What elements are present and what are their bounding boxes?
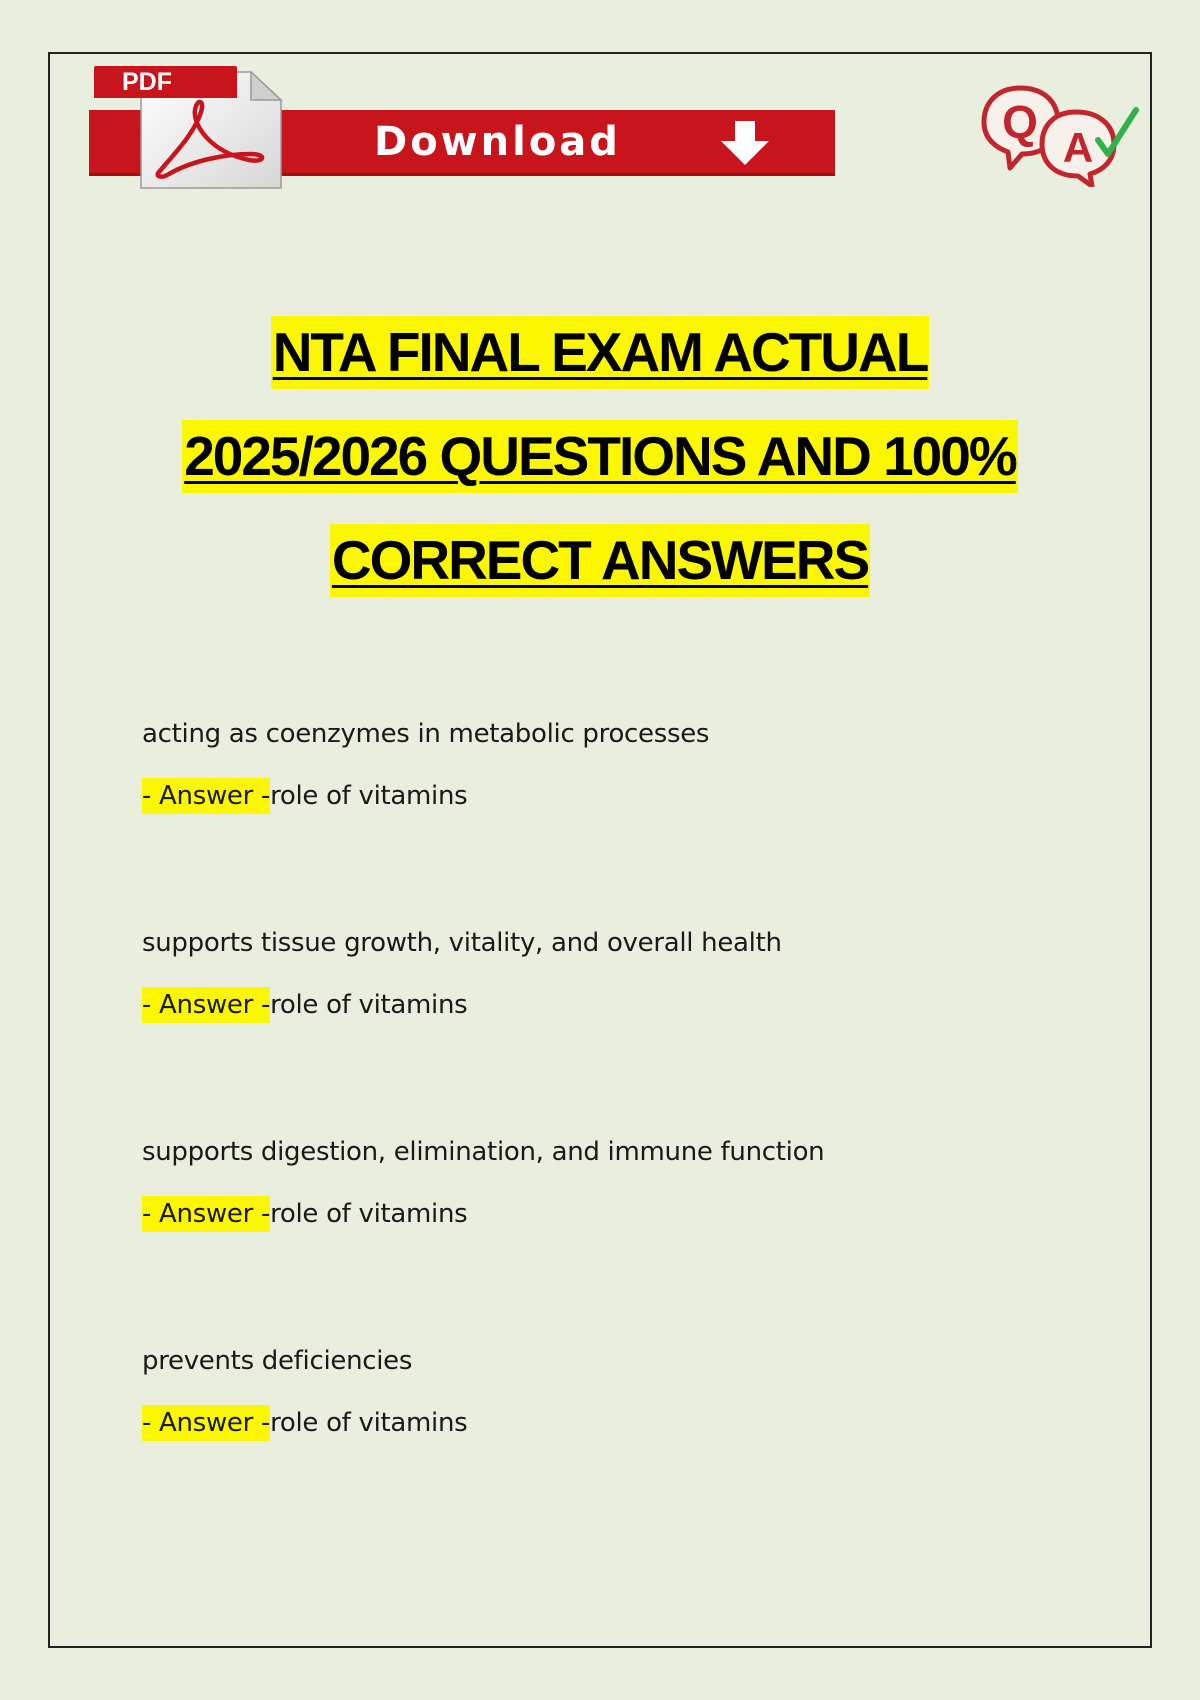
question-text: supports tissue growth, vitality, and overall health [142,928,782,958]
answer-tag: - Answer - [142,1196,270,1232]
qa-item [142,1333,1122,1542]
arrow-down-icon[interactable] [715,119,775,169]
pdf-label: PDF [94,66,237,98]
qa-list [142,706,1122,1542]
answer-tag: - Answer - [142,987,270,1023]
answer-text: role of vitamins [270,990,468,1020]
qa-item [142,706,1122,915]
question-text: acting as coenzymes in metabolic processes [142,719,710,749]
a-letter: A [1062,124,1094,171]
download-label[interactable]: Download [374,119,621,165]
qa-item [142,915,1122,1124]
qa-logo-icon [980,82,1140,187]
title-line: CORRECT ANSWERS [330,524,870,597]
question-text: supports digestion, elimination, and immune function [142,1137,825,1167]
answer-line [142,985,1122,1025]
answer-text: role of vitamins [270,1199,468,1229]
answer-line [142,776,1122,816]
title-line: NTA FINAL EXAM ACTUAL [271,316,930,389]
question-text: prevents deficiencies [142,1346,413,1376]
answer-line [142,1403,1122,1443]
answer-text: role of vitamins [270,781,468,811]
title-line: 2025/2026 QUESTIONS AND 100% [182,420,1018,493]
answer-text: role of vitamins [270,1408,468,1438]
q-letter: Q [1002,96,1038,148]
document-title [60,316,1140,628]
qa-item [142,1124,1122,1333]
answer-tag: - Answer - [142,1405,270,1441]
download-banner[interactable] [89,64,835,190]
answer-line [142,1194,1122,1234]
answer-tag: - Answer - [142,778,270,814]
